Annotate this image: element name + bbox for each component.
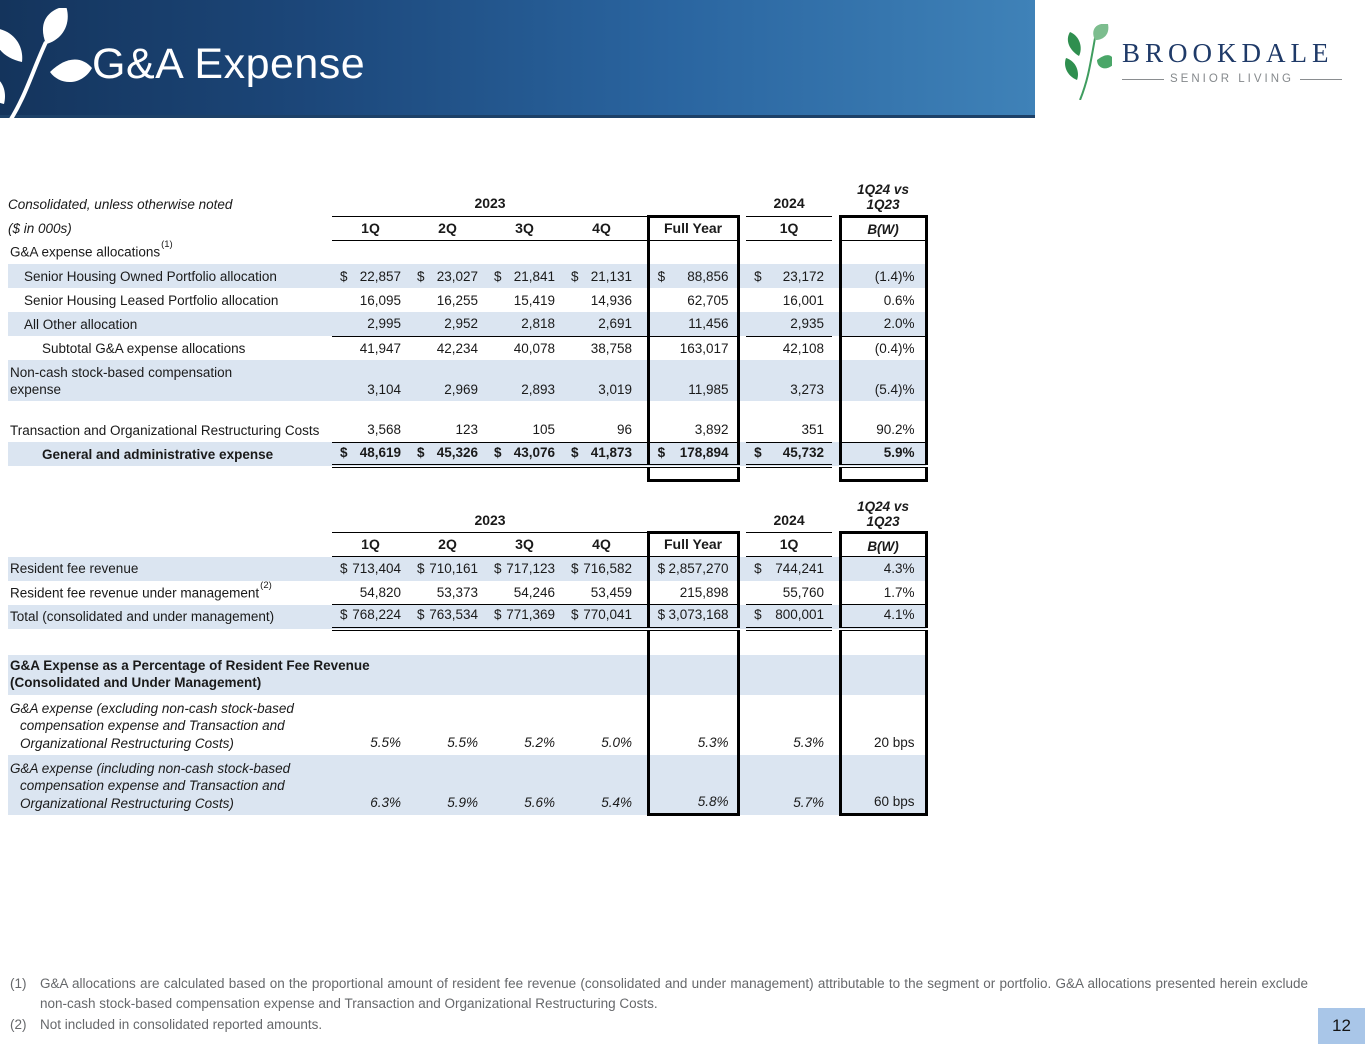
- cell-4q: $ 770,041: [563, 605, 640, 629]
- cell-1q: 3,104: [332, 360, 409, 401]
- col-full-year: Full Year: [648, 216, 738, 240]
- cell-bw: (0.4)%: [840, 336, 926, 360]
- cell-full-year: 5.8%: [648, 755, 738, 815]
- row-label: Resident fee revenue: [8, 557, 332, 581]
- section-header-row: [8, 240, 926, 264]
- tagline-rule: [1122, 79, 1164, 80]
- footnote-2: (2) Not included in consolidated reported amounts.: [10, 1016, 323, 1032]
- header-banner: [0, 0, 1035, 118]
- cell-1q: $ 713,404: [332, 557, 409, 581]
- cell-bw: 0.6%: [840, 288, 926, 312]
- brand-tagline: SENIOR LIVING: [1170, 73, 1294, 85]
- row-ga-pct-excluding: [8, 695, 926, 755]
- cell-1q: 16,095: [359, 292, 401, 308]
- cell-full-year: 11,456: [648, 312, 738, 336]
- row-ga-pct-including: [8, 755, 926, 815]
- col-2q: 2Q: [409, 533, 486, 557]
- cell-1q: 54,820: [359, 584, 401, 600]
- vs-header: 1Q24 vs 1Q23: [857, 498, 909, 529]
- cell-bw: 90.2%: [840, 401, 926, 442]
- cell-3q: $ 21,841: [486, 264, 563, 288]
- cell-2q: $ 23,027: [409, 264, 486, 288]
- cell-1q: 2,995: [332, 312, 409, 336]
- cell-4q: 3,019: [563, 360, 640, 401]
- row-subtotal-allocations: [8, 336, 926, 360]
- table-caption: Consolidated, unless otherwise noted: [8, 196, 233, 212]
- row-transaction-restructuring: [8, 401, 926, 442]
- row-all-other: [8, 312, 926, 336]
- row-non-cash-compensation: [8, 360, 926, 401]
- col-3q: 3Q: [486, 533, 563, 557]
- cell-1q-2024: 42,108: [746, 336, 832, 360]
- cell-bw: (5.4)%: [840, 360, 926, 401]
- year-2023-header: 2023: [332, 497, 648, 533]
- brookdale-leaves-icon: [1062, 24, 1112, 100]
- row-label: G&A expense (including non-cash stock-based compensation expense and Transaction and Organizational Restructuring Costs): [8, 755, 332, 815]
- year-2023-header: 2023: [332, 180, 648, 216]
- brand-tagline-row: [1122, 73, 1342, 85]
- pct-section-title: G&A Expense as a Percentage of Resident Fee Revenue (Consolidated and Under Management): [8, 655, 648, 695]
- row-label: Senior Housing Owned Portfolio allocation: [8, 264, 332, 288]
- cell-1q-2024: 5.3%: [793, 735, 825, 751]
- page-title: G&A Expense: [92, 40, 366, 88]
- col-bw: B(W): [840, 533, 926, 557]
- cell-full-year: 163,017: [648, 336, 738, 360]
- cell-1q-2024: $ 744,241: [746, 557, 832, 581]
- tagline-rule: [1300, 79, 1342, 80]
- cell-3q: 5.6%: [486, 755, 563, 815]
- cell-bw: (1.4)%: [840, 264, 926, 288]
- row-label: Resident fee revenue under management$^{(2)}$: [10, 579, 272, 601]
- plant-leaves-icon: [0, 8, 92, 120]
- cell-3q: 2,818: [486, 312, 563, 336]
- cell-1q-2024: $ 45,732: [746, 442, 832, 466]
- cell-2q: 16,255: [436, 292, 478, 308]
- cell-1q: 41,947: [332, 336, 409, 360]
- cell-1q-2024: 16,001: [782, 292, 825, 308]
- cell-3q: $ 771,369: [486, 605, 563, 629]
- pct-section-header-row: [8, 655, 926, 695]
- cell-full-year: 215,898: [648, 581, 738, 605]
- year-2024-header: 2024: [746, 180, 832, 216]
- cell-full-year: 5.3%: [648, 695, 738, 755]
- cell-3q: 40,078: [486, 336, 563, 360]
- row-senior-housing-leased: [8, 288, 926, 312]
- cell-3q: 2,893: [486, 360, 563, 401]
- content-area: [8, 180, 926, 816]
- footnotes: [10, 974, 1308, 1035]
- cell-2q: $ 763,534: [409, 605, 486, 629]
- cell-bw: 1.7%: [840, 581, 926, 605]
- row-senior-housing-owned: [8, 264, 926, 288]
- units-caption: ($ in 000s): [8, 220, 72, 236]
- cell-1q-2024: 351: [801, 422, 825, 438]
- cell-3q: 15,419: [513, 292, 555, 308]
- cell-full-year: $ 2,857,270: [648, 557, 738, 581]
- cell-bw: 4.1%: [840, 605, 926, 629]
- cell-2q: 123: [455, 422, 478, 438]
- row-label: Total (consolidated and under management): [8, 605, 332, 629]
- row-label: Senior Housing Leased Portfolio allocation: [24, 292, 279, 308]
- cell-full-year: 3,892: [648, 401, 738, 442]
- row-total-revenue: [8, 605, 926, 629]
- cell-2q: 2,969: [409, 360, 486, 401]
- cell-full-year: 11,985: [648, 360, 738, 401]
- row-revenue-under-management: [8, 581, 926, 605]
- quarter-header-row: [8, 216, 926, 240]
- cell-1q: $ 48,619: [332, 442, 409, 466]
- cell-4q: $ 21,131: [563, 264, 640, 288]
- cell-1q-2024: 3,273: [746, 360, 832, 401]
- cell-3q: 54,246: [513, 584, 555, 600]
- cell-2q: 42,234: [409, 336, 486, 360]
- col-4q: 4Q: [563, 533, 640, 557]
- cell-bw: 4.3%: [840, 557, 926, 581]
- col-1q: 1Q: [332, 216, 409, 240]
- cell-2q: $ 45,326: [409, 442, 486, 466]
- year-header-row: [8, 180, 926, 216]
- col-4q: 4Q: [563, 216, 640, 240]
- cell-3q: $ 43,076: [486, 442, 563, 466]
- cell-1q: 3,568: [367, 422, 401, 438]
- spacer-row: [8, 629, 926, 655]
- cell-3q: 105: [532, 422, 555, 438]
- row-resident-fee-revenue: [8, 557, 926, 581]
- cell-1q-2024: 55,760: [782, 584, 825, 600]
- row-label: Transaction and Organizational Restructuring Costs: [10, 422, 320, 438]
- col-3q: 3Q: [486, 216, 563, 240]
- brookdale-logo: [1062, 24, 1342, 100]
- cell-1q-2024: 5.7%: [746, 755, 832, 815]
- cell-4q: 5.4%: [563, 755, 640, 815]
- cell-1q: $ 22,857: [332, 264, 409, 288]
- cell-2q: 53,373: [436, 584, 478, 600]
- col-1q-2024: 1Q: [746, 533, 832, 557]
- cell-2q: 5.5%: [447, 735, 478, 751]
- cell-2q: 2,952: [409, 312, 486, 336]
- cell-bw: 2.0%: [840, 312, 926, 336]
- row-label: G&A expense (excluding non-cash stock-based compensation expense and Transaction and Organizational Restructuring Costs): [10, 701, 294, 751]
- col-1q-2024: 1Q: [746, 216, 832, 240]
- cell-full-year: 62,705: [648, 288, 738, 312]
- cell-1q: $ 768,224: [332, 605, 409, 629]
- cell-full-year: $ 3,073,168: [648, 605, 738, 629]
- cell-1q-2024: $ 23,172: [746, 264, 832, 288]
- cell-1q-2024: $ 800,001: [746, 605, 832, 629]
- col-1q: 1Q: [332, 533, 409, 557]
- brand-text: [1122, 24, 1342, 85]
- cell-1q-2024: 2,935: [746, 312, 832, 336]
- row-label: All Other allocation: [8, 312, 332, 336]
- row-label: Subtotal G&A expense allocations: [42, 340, 246, 356]
- vs-header: 1Q24 vs 1Q23: [857, 182, 909, 213]
- cell-4q: 2,691: [563, 312, 640, 336]
- col-bw: B(W): [840, 216, 926, 240]
- cell-4q: $ 41,873: [563, 442, 640, 466]
- cell-4q: 53,459: [590, 584, 632, 600]
- resident-fee-table: [8, 497, 928, 817]
- cell-4q: 5.0%: [601, 735, 632, 751]
- col-full-year: Full Year: [648, 533, 738, 557]
- cell-bw: 60 bps: [840, 755, 926, 815]
- footnote-ref: (1): [161, 239, 173, 251]
- cell-4q: $ 716,582: [563, 557, 640, 581]
- cell-4q: 14,936: [590, 292, 632, 308]
- footnote-1: (1) G&A allocations are calculated based on the proportional amount of resident fee revenue (consolidated and under management) attributable to the segment or portfolio. G&A allocations presented herein exclude non-cash stock-based compensation expense and Transaction and Organizational Restructuring Costs.: [10, 976, 1308, 1012]
- page-number: 12: [1318, 1008, 1365, 1044]
- brand-name: BROOKDALE: [1122, 38, 1334, 68]
- cell-4q: 38,758: [563, 336, 640, 360]
- section-label: G&A expense allocations$^{(1)}$: [10, 239, 173, 260]
- cell-bw: 5.9%: [840, 442, 926, 466]
- row-general-admin-expense: [8, 442, 926, 466]
- footnote-ref: (2): [260, 579, 272, 591]
- cell-3q: 5.2%: [524, 735, 555, 751]
- cell-2q: $ 710,161: [409, 557, 486, 581]
- ga-expense-table: [8, 180, 928, 482]
- cell-bw: 20 bps: [840, 695, 926, 755]
- quarter-header-row: [8, 533, 926, 557]
- year-2024-header: 2024: [746, 497, 832, 533]
- col-2q: 2Q: [409, 216, 486, 240]
- cell-3q: $ 717,123: [486, 557, 563, 581]
- box-footer-row: [8, 466, 926, 480]
- cell-1q: 6.3%: [332, 755, 409, 815]
- row-label: Non-cash stock-based compensation expense: [8, 360, 332, 401]
- year-header-row: [8, 497, 926, 533]
- row-label: General and administrative expense: [8, 442, 332, 466]
- cell-2q: 5.9%: [409, 755, 486, 815]
- cell-1q: 5.5%: [370, 735, 401, 751]
- cell-4q: 96: [616, 422, 632, 438]
- cell-full-year: $ 178,894: [648, 442, 738, 466]
- cell-full-year: $ 88,856: [648, 264, 738, 288]
